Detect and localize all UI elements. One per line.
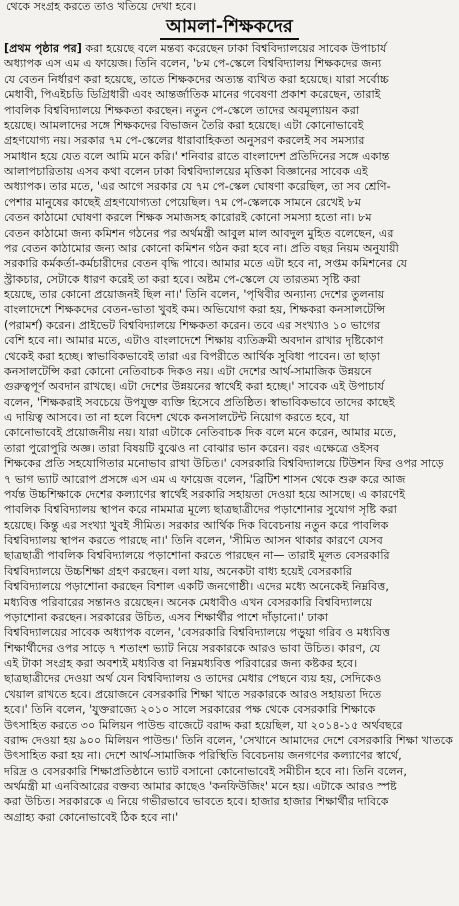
article-line: (পরামর্শ) করেন। প্রাইভেট বিশ্ববিদ্যালয়ে শিক্ষকতা করেন। তবে এর সংখ্যাও ১০ ভাগের bbox=[4, 318, 381, 332]
article-line: মধ্যবিত্ত পরিবারের সন্তানও রয়েছেন। অনেক মেধাবীও এখন বেসরকারি বিশ্ববিদ্যালয়ে bbox=[4, 595, 373, 609]
article-line: বিশ্ববিদ্যালয়ে পড়াশোনা করছেন বিশাল একটি জনগোষ্ঠী। এদের মধ্যে অনেকেই নিম্নবিত্ত, bbox=[4, 580, 389, 594]
article-line: বেশি হবে না। আমার মতে, এটাও বাংলাদেশে শিক্ষায় ব্যতিক্রমী অবদান রাখার দৃষ্টিকোণ bbox=[4, 334, 384, 348]
article-line: অধ্যাপক। তার মতে, 'এর আগে সরকার যে ৭ম পে-স্কেল ঘোষণা করেছিল, তা সব শ্রেণি- bbox=[4, 180, 391, 194]
article-line: অর্থমন্ত্রী মা এনবিআরের বক্তব্য আমার কাছেও 'কনফিউজিং' মনে হয়। এটাকে আরও স্পষ্ট bbox=[4, 780, 397, 793]
article-line: হয়েছে, তার কোনো প্রয়োজনই ছিল না।' তিনি বলেন, 'পৃথিবীর অন্যান্য দেশের তুলনায় bbox=[4, 288, 385, 301]
article-line bbox=[4, 856, 455, 871]
article-line: ছাত্রছাত্রী পাবলিক বিশ্ববিদ্যালয়ে পড়াশোনা করতে পারছেন না— তারাই মূলত বেসরকারি bbox=[4, 549, 390, 563]
article-line bbox=[4, 887, 455, 902]
article-line: পর্যন্ত উচ্চশিক্ষাকে দেশের কল্যাণের স্বার্থেই সরকারি সহায়তা দেওয়া হয়ে আসছে। এ কারণেই bbox=[4, 487, 406, 501]
article-line: হয়েছে। আমলাদের সঙ্গে শিক্ষকদের বিভাজন তৈরি করা হয়েছে। এটা কোনোভাবেই bbox=[4, 118, 364, 132]
article-line: গ্রহণযোগ্য নয়। সরকার ৭ম পে-স্কেলের ধারাবাহিকতা অনুসরণ করলেই সব সমস্যার bbox=[4, 134, 365, 148]
article-line: পেশার মানুষের কাছেই গ্রহণযোগ্যতা পেয়েছিল। ৭ম পে-স্কেলকে সামনে রেখেই ৮ম bbox=[4, 195, 361, 209]
article-line: দরিদ্র ও বেসরকারি শিক্ষাপ্রতিষ্ঠানে ভ্যাট বসানো কোনোভাবেই সমীচীন হবে না। তিনি বলেন, bbox=[4, 764, 407, 778]
article-line: কনসালটেন্সি করা কোনো নেতিবাচক দিকও নয়। এটা দেশের আর্থ-সামাজিক উন্নয়নে bbox=[4, 364, 372, 378]
article-line: থেকেই করা হচ্ছে। স্বাভাবিকভাবেই তারা এর বিপরীতে আর্থিক সুবিধা পাবেন। তা ছাড়া bbox=[4, 349, 380, 363]
article-line: পাবলিক বিশ্ববিদ্যালয়ে শিক্ষকতা করছেন। নতুন পে-স্কেলে তাদের অবমূল্যায়ন করা bbox=[4, 103, 360, 117]
article-line: বেতন কাঠামো জন্য কমিশন গঠনের পর অর্থমন্ত্রী আবুল মাল আবদুল মুহিত বলেছেন, এর bbox=[4, 226, 394, 240]
article-line: বেতন কাঠামো ঘোষণা করলে শিক্ষক সমাজসহ কারোরই কোনো সমস্যা হতো না। ৮ম bbox=[4, 211, 372, 225]
continuation-tag: [প্রথম পৃষ্ঠার পর] bbox=[4, 42, 82, 55]
article-line: পড়াশোনা করছেন। সরকারের উচিত, এসব শিক্ষার্থীর পাশে দাঁড়ানো।' ঢাকা bbox=[4, 610, 329, 624]
article-line-text: করা হয়েছে বলে মন্তব্য করেছেন ঢাকা বিশ্ববিদ্যালয়ের সাবেক উপাচার্য bbox=[81, 42, 387, 55]
article-line: অগ্রাহ্য করা কোনোভাবেই ঠিক হবে না।' bbox=[4, 810, 179, 824]
article-line: উৎসাহিত করা হয় না। দেশে আর্থ-সামাজিক পরিস্থিতি বিবেচনায় জনগণের কল্যাণের স্বার্থে, bbox=[4, 749, 402, 763]
article-line bbox=[4, 871, 455, 886]
article-line: বিশ্ববিদ্যালয়ে উচ্চশিক্ষা গ্রহণ করছেন। বলা যায়, অনেকটা বাধ্য হয়েই বেসরকারি bbox=[4, 564, 352, 578]
article-line: স্ট্রাকচার, সেটাকে ধারণ করেই তা করা হবে। অষ্টম পে-স্কেলে যে তারতম্য সৃষ্টি করা bbox=[4, 272, 361, 286]
article-line: সরকারি কর্মকর্তা-কর্মচারীদের বেতন বৃদ্ধি পাবে। আমার মতে এটা হবে না, সপ্তম কমিশনের যে bbox=[4, 257, 408, 271]
article-line: উৎসাহিত করতে ৩০ মিলিয়ন পাউন্ড বাজেটে বরাদ্দ করা হয়েছিল, যা ২০১৪-১৫ অর্থবছরে bbox=[4, 718, 403, 732]
article-line: পাবলিক বিশ্ববিদ্যালয় স্থাপন করে নামমাত্র মূল্যে ছাত্রছাত্রীদের পড়াশোনার সুযোগ সৃষ্টি করা bbox=[4, 503, 397, 517]
article-line: এ দায়িত্ব আসবে। তা না হলে বিদেশ থেকে কনসালটেন্ট নিয়োগ করতে হবে, যা bbox=[4, 411, 350, 424]
article-line: পর বেতন কাঠামোর জন্য আর কোনো কমিশন গঠন করা হবে না। প্রতি বছর নিয়ম অনুযায়ী bbox=[4, 241, 399, 255]
article-line: তারা পুরোপুরি অজ্ঞ। তারা বিষয়টি বুঝেও না বোঝার ভান করেন। বরং এক্ষেত্রে ওইসব bbox=[4, 441, 380, 455]
article-line: মেধাবী, পিএইচডি ডিগ্রিধারী এবং আন্তর্জাতিক মানের গবেষণা প্রকাশ করেছেন, তারাই bbox=[4, 88, 381, 102]
article-line: শিক্ষকের প্রতি সহযোগিতার মনোভাব রাখা উচিত।' বেসরকারি বিশ্ববিদ্যালয়ে টিউশন ফির ওপর সাড়ে bbox=[4, 457, 444, 471]
article-line: গুরুত্বপূর্ণ অবদান রাখছে। এটা দেশের উন্নয়নের স্বার্থেই করা হচ্ছে।' সাবেক এই উপাচার্য bbox=[4, 380, 384, 394]
article-line: করা উচিত। সরকারকে এ নিয়ে গভীরভাবে ভাবতে হবে। হাজার হাজার শিক্ষার্থীর দাবিকে bbox=[4, 795, 389, 809]
headline-container bbox=[0, 15, 459, 41]
article-headline: আমলা-শিক্ষকদের bbox=[160, 16, 299, 40]
article-line: আলাপচারিতায় এসব কথা বলেন ঢাকা বিশ্ববিদ্যালয়ের মৃত্তিকা বিজ্ঞানের সাবেক এই bbox=[4, 165, 368, 178]
article-line: বরাদ্দ দেওয়া হয় ৯০০ মিলিয়ন পাউন্ড।' তিনি বলেন, 'সেখানে আমাদের দেশে বেসরকারি শিক্ষা খাতকে bbox=[4, 733, 453, 747]
article-line: শিক্ষার্থীদের ওপর সাড়ে ৭ শতাংশ ভ্যাট নিয়ে সরকারকে আরও ভাবা উচিত। কারণ, যে bbox=[4, 641, 381, 655]
article-line bbox=[4, 41, 455, 56]
article-line: অধ্যাপক এস এম এ ফায়েজ। তিনি বলেন, '৮ম পে-স্কেলে বিশ্ববিদ্যালয় শিক্ষকদের জন্য bbox=[4, 57, 382, 71]
article-line: ছাত্রছাত্রীদের দেওয়া অর্থ যেন বিশ্ববিদ্যালয় ও তাদের মেধার পেছনে ব্যয় হয়, সেদিকেও bbox=[4, 672, 382, 686]
article-line: বলেন, 'শিক্ষকরাই সবচেয়ে উপযুক্ত ব্যক্তি হিসেবে প্রতিষ্ঠিত। স্বাভাবিকভাবে তাদের কাছেই bbox=[4, 395, 395, 409]
article-line: খেয়াল রাখতে হবে। প্রয়োজনে বেসরকারি শিক্ষা খাতে সরকারকে আরও সহায়তা দিতে bbox=[4, 687, 382, 701]
article-line: যে বেতন নির্ধারণ করা হয়েছে, তাতে শিক্ষকদের অত্যন্ত ব্যথিত করা হয়েছে। যারা সর্বোচ্চ bbox=[4, 72, 389, 86]
previous-article-tail: থেকে সংগ্রহ করতে তাও খতিয়ে দেখা হবে। bbox=[6, 0, 197, 13]
article-line: সমাধান হয়ে যেত বলে আমি মনে করি।' শনিবার রাতে বাংলাদেশ প্রতিদিনের সঙ্গে একান্ত bbox=[4, 149, 390, 163]
article-line bbox=[4, 825, 455, 840]
article-body bbox=[4, 41, 455, 903]
article-line: হয়েছে। কিন্তু এর সংখ্যা খুবই সীমিত। সরকার আর্থিক দিক বিবেচনায় নতুন করে পাবলিক bbox=[4, 518, 389, 532]
article-line: বিশ্ববিদ্যালয়ের সাবেক অধ্যাপক বলেন, 'বেসরকারি বিশ্ববিদ্যালয়ে পড়ুয়া গরিব ও মধ্যবিত্ত bbox=[4, 626, 391, 640]
article-line: কোনোভাবেই প্রয়োজনীয় নয়। যারা এটাকে নেতিবাচক দিক বলে মনে করেন, আমার মতে, bbox=[4, 426, 397, 440]
article-line: বাংলাদেশে শিক্ষকদের বেতন-ভাতা খুবই কম। অভিযোগ করা হয়, শিক্ষকরা কনসালটেন্সি bbox=[4, 303, 386, 317]
article-line bbox=[4, 841, 455, 856]
article-line: এই টাকা সংগ্রহ করা অবশ্যই মধ্যবিত্ত বা নিম্নমধ্যবিত্ত পরিবারের জন্য কষ্টকর হবে। bbox=[4, 657, 358, 670]
article-line: ৭ ভাগ ভ্যাট আরোপ প্রসঙ্গে এস এম এ ফায়েজ বলেন, 'ব্রিটিশ শাসন থেকে শুরু করে আজ bbox=[4, 472, 406, 486]
article-line: হবে।' তিনি বলেন, 'যুক্তরাজ্যে ২০১০ সালে সরকারের পক্ষ থেকে বেসরকারি শিক্ষাকে bbox=[4, 703, 376, 717]
article-line: বিশ্ববিদ্যালয় স্থাপন করতে পারছে না।' তিনি বলেন, 'সীমিত আসন থাকার কারণে যেসব bbox=[4, 534, 383, 547]
